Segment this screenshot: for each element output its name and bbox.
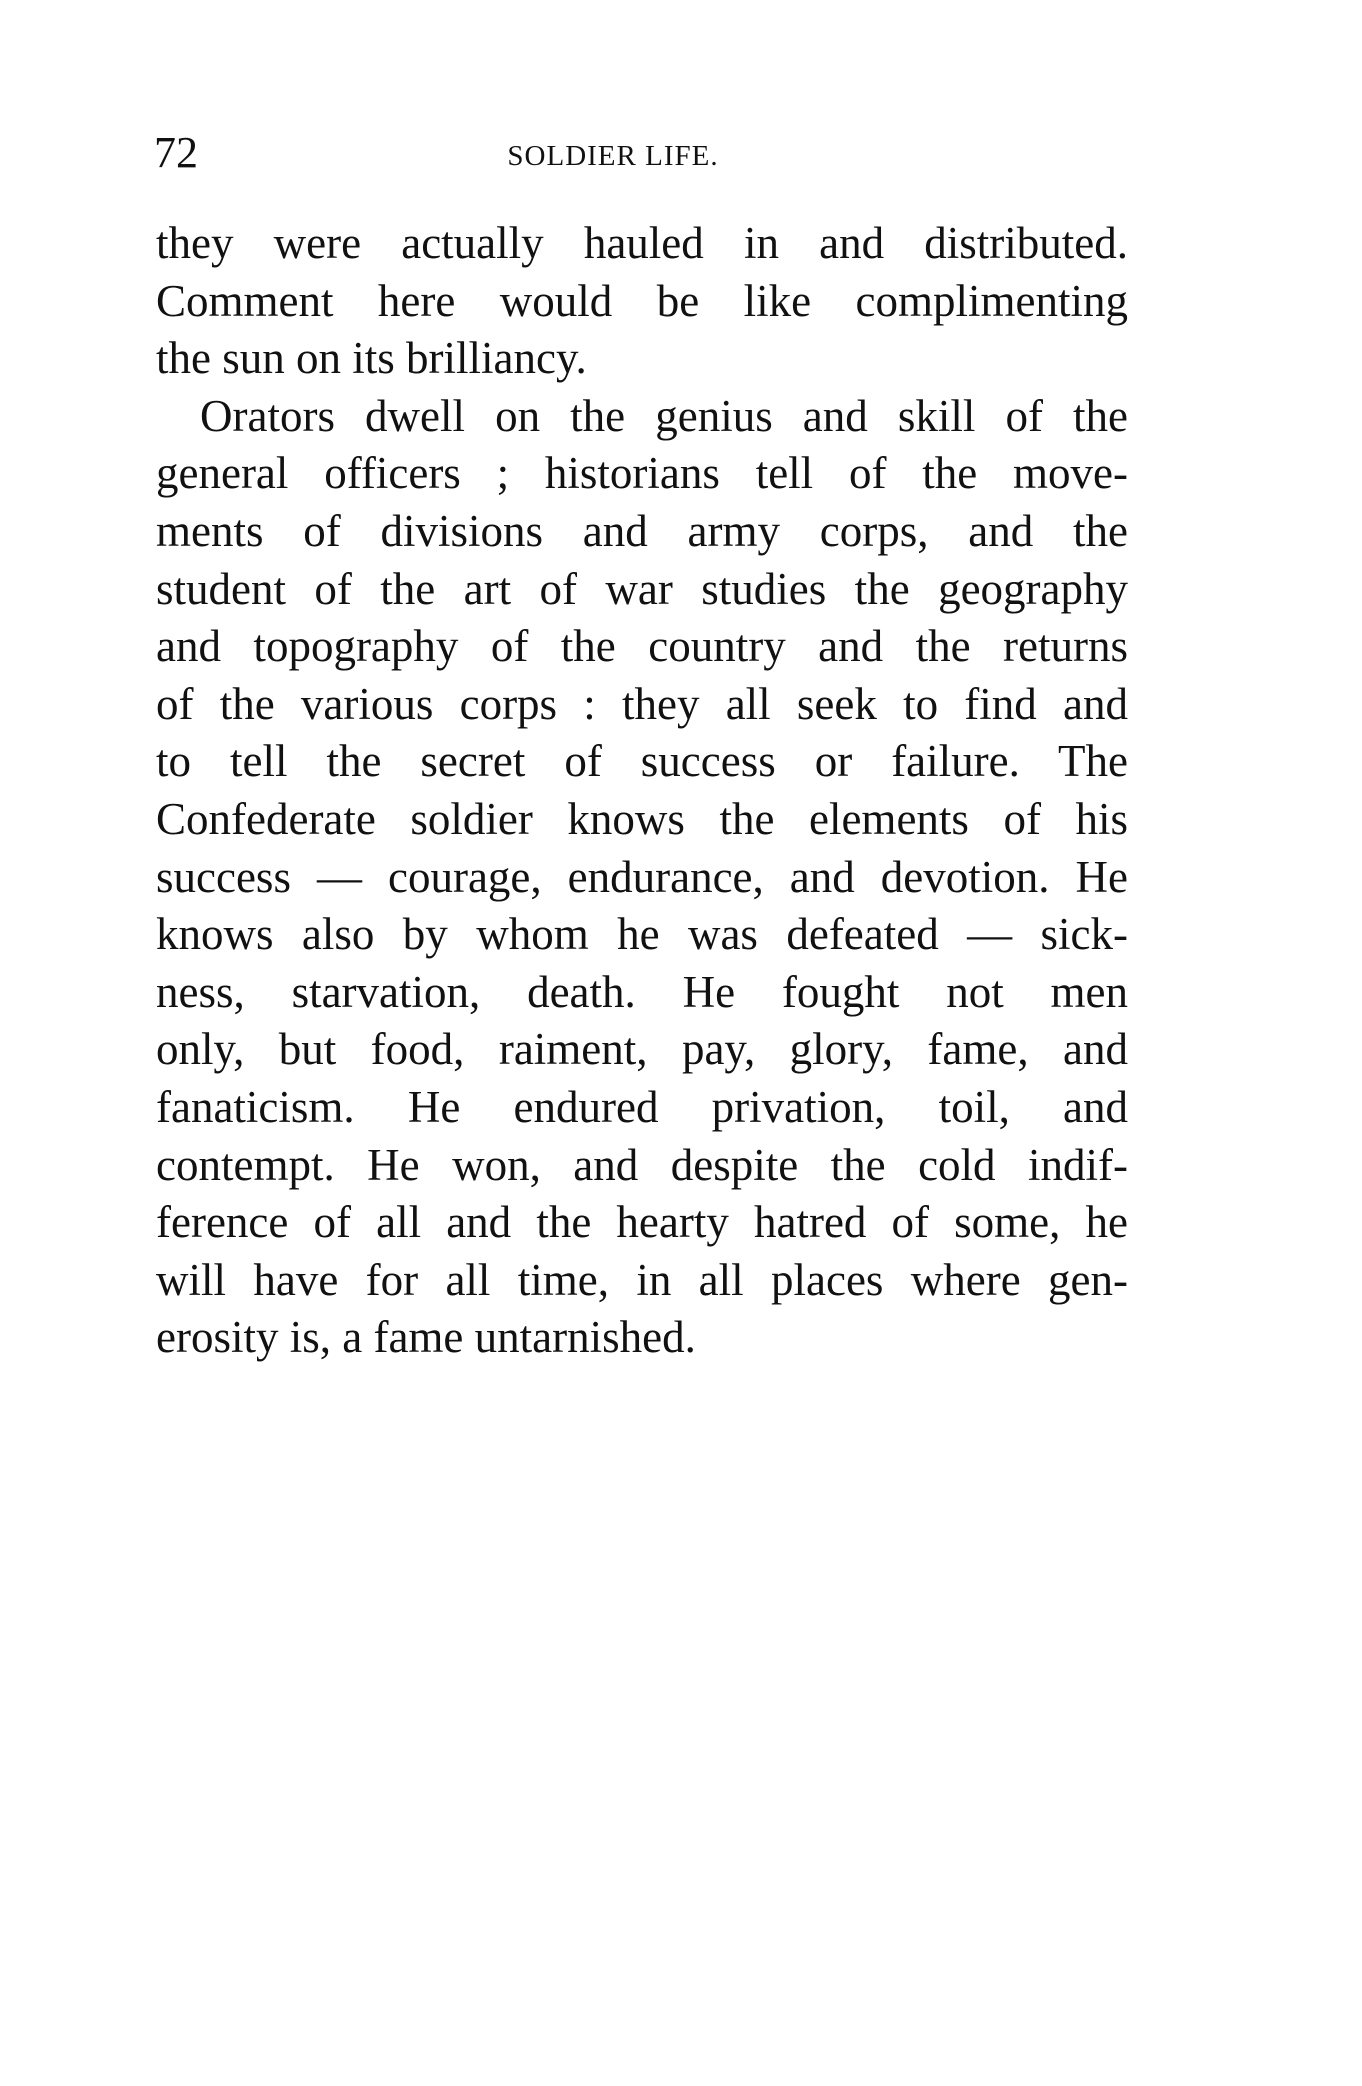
- paragraph-1: [156, 215, 1128, 388]
- text-line: erosity is, a fame untarnished.: [156, 1312, 696, 1363]
- page-body: [156, 215, 1128, 1367]
- text-line: fanaticism. He endured privation, toil, and: [156, 1081, 1128, 1132]
- text-line: Comment here would be like complimenting: [156, 275, 1128, 326]
- text-line: the sun on its brilliancy.: [156, 333, 587, 384]
- text-line: they were actually hauled in and distributed.: [156, 218, 1128, 268]
- text-line: only, but food, raiment, pay, glory, fame, and: [156, 1024, 1128, 1075]
- text-line: Orators dwell on the genius and skill of the: [200, 390, 1128, 441]
- running-title: SOLDIER LIFE.: [507, 140, 719, 172]
- text-line: and topography of the country and the returns: [156, 621, 1128, 672]
- text-line: general officers ; historians tell of the move-: [156, 448, 1128, 499]
- text-line: of the various corps : they all seek to find and: [156, 678, 1128, 729]
- text-line: ness, starvation, death. He fought not men: [156, 966, 1128, 1017]
- text-line: ference of all and the hearty hatred of some, he: [156, 1197, 1128, 1248]
- text-line: will have for all time, in all places where gen-: [156, 1254, 1128, 1305]
- text-line: ments of divisions and army corps, and the: [156, 505, 1128, 556]
- text-line: success — courage, endurance, and devotion. He: [156, 851, 1128, 902]
- text-line: student of the art of war studies the geography: [156, 563, 1128, 614]
- paragraph-2: [156, 388, 1128, 1367]
- text-line: knows also by whom he was defeated — sick-: [156, 909, 1128, 960]
- text-line: contempt. He won, and despite the cold indif-: [156, 1139, 1128, 1190]
- text-line: Confederate soldier knows the elements of his: [156, 793, 1128, 844]
- page-number: 72: [154, 128, 198, 177]
- text-line: to tell the secret of success or failure. The: [156, 736, 1128, 787]
